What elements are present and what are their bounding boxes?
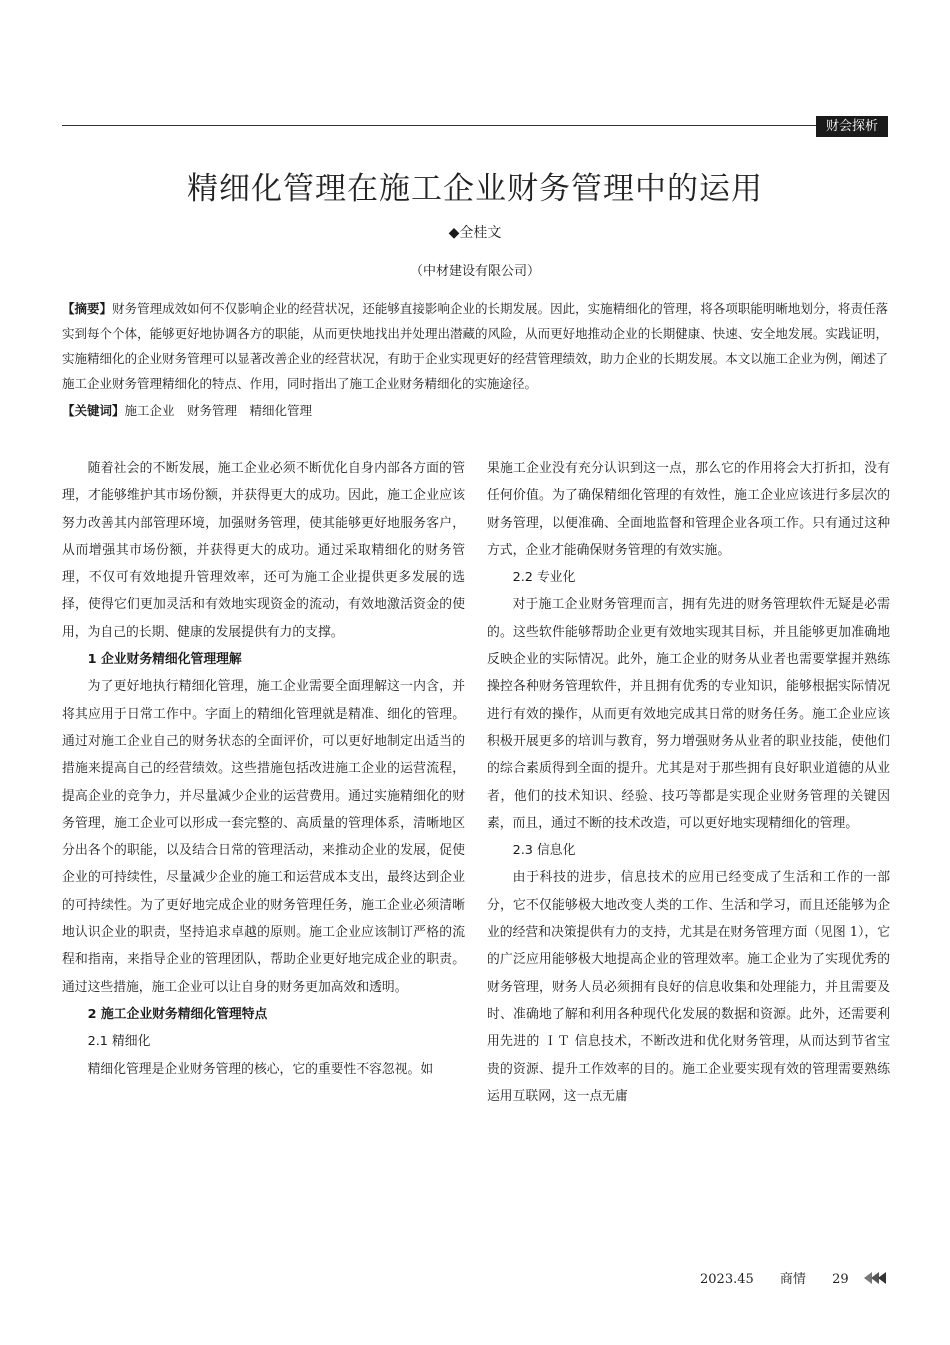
journal-name: 商情 bbox=[779, 1272, 806, 1287]
section-2-3-paragraph: 由于科技的进步，信息技术的应用已经变成了生活和工作的一部分，它不仅能够极大地改变人类的工作、生活和学习，而且还能够为企业的经营和决策提供有力的支持，尤其是在财务管理方面（见图 1），它的广泛应用能够极大地提高企业的管理效率。施工企业为了实现优秀的财务管理，财务人员必须拥有良好的信息收集和处理能力，并且需要及时、准确地了解和利用各种现代化发展的数据和资源。此外，还需要利用先进的 ＩＴ 信息技术，不断改进和优化财务管理，从而达到节省宝贵的资源、提升工作效率的目的。施工企业要实现有效的管理需要熟练运用互联网，这一点无庸 bbox=[487, 870, 890, 1104]
author: ◆全桂文 bbox=[448, 225, 502, 241]
intro-paragraph: 随着社会的不断发展，施工企业必须不断优化自身内部各方面的管理，才能够维护其市场份额，并获得更大的成功。因此，施工企业应该努力改善其内部管理环境，加强财务管理，使其能够更好地服务客户，从而增强其市场份额，并获得更大的成功。通过采取精细化的财务管理，不仅可有效地提升管理效率，还可为施工企业提供更多发展的选择，使得它们更加灵活和有效地实现资金的流动，有效地激活资金的使用，为自己的长期、健康的发展提供有力的支撑。 bbox=[62, 461, 465, 640]
issue-number: 2023.45 bbox=[700, 1272, 754, 1287]
keywords-text: 施工企业 财务管理 精细化管理 bbox=[124, 403, 313, 418]
header-rule bbox=[62, 125, 818, 126]
section-2-3-heading: 2.3 信息化 bbox=[512, 843, 576, 859]
section-2-1-continuation: 果施工企业没有充分认识到这一点，那么它的作用将会大打折扣，没有任何价值。为了确保精细化管理的有效性，施工企业应该进行多层次的财务管理，以便准确、全面地监督和管理企业各项工作。只有通过这种方式，企业才能确保财务管理的有效实施。 bbox=[487, 461, 890, 558]
abstract-text: 财务管理成效如何不仅影响企业的经营状况，还能够直接影响企业的长期发展。因此，实施精细化的管理，将各项职能明晰地划分，将责任落实到每个个体，能够更好地协调各方的职能，从而更快地找出并处理出潜藏的风险，从而更好地推动企业的长期健康、快速、安全地发展。实践证明，实施精细化的企业财务管理可以显著改善企业的经营状况，有助于企业实现更好的经营管理绩效，助力企业的长期发展。本文以施工企业为例，阐述了施工企业财务管理精细化的特点、作用，同时指出了施工企业财务精细化的实施途径。 bbox=[62, 301, 888, 391]
section-2-heading: 2 施工企业财务精细化管理特点 bbox=[87, 1006, 268, 1022]
left-column bbox=[62, 455, 465, 1083]
right-column bbox=[487, 455, 890, 1110]
section-tag: 财会探析 bbox=[816, 116, 888, 137]
page-arrows-icon bbox=[864, 1270, 888, 1289]
section-2-1-paragraph: 精细化管理是企业财务管理的核心，它的重要性不容忽视。如 bbox=[87, 1061, 434, 1077]
section-2-2-paragraph: 对于施工企业财务管理而言，拥有先进的财务管理软件无疑是必需的。这些软件能够帮助企业更有效地实现其目标，并且能够更加准确地反映企业的实际情况。此外，施工企业的财务从业者也需要掌握并熟练操控各种财务管理软件，并且拥有优秀的专业知识，能够根据实际情况进行有效的操作，从而更有效地完成其日常的财务任务。施工企业应该积极开展更多的培训与教育，努力增强财务从业者的职业技能，使他们的综合素质得到全面的提升。尤其是对于那些拥有良好职业道德的从业者，他们的技术知识、经验、技巧等都是实现企业财务管理的关键因素，而且，通过不断的技术改造，可以更好地实现精细化的管理。 bbox=[487, 597, 890, 831]
keywords-label: 【关键词】 bbox=[62, 403, 125, 418]
section-2-2-heading: 2.2 专业化 bbox=[512, 570, 576, 586]
section-1-heading: 1 企业财务精细化管理理解 bbox=[87, 652, 242, 668]
page-footer bbox=[700, 1268, 871, 1287]
abstract bbox=[62, 296, 888, 396]
affiliation: （中材建设有限公司） bbox=[409, 264, 540, 279]
section-1-paragraph: 为了更好地执行精细化管理，施工企业需要全面理解这一内含，并将其应用于日常工作中。字面上的精细化管理就是精准、细化的管理。通过对施工企业自己的财务状态的全面评价，可以更好地制定出适当的措施来提高自己的经营绩效。这些措施包括改进施工企业的运营流程，提高企业的竞争力，并尽量减少企业的运营费用。通过实施精细化的财务管理，施工企业可以形成一套完整的、高质量的管理体系，清晰地区分出各个的职能，以及结合日常的管理活动，来推动企业的发展，促使企业的可持续性，尽量减少企业的施工和运营成本支出，最终达到企业的可持续性。为了更好地完成企业的财务管理任务，施工企业必须清晰地认识企业的职责，坚持追求卓越的原则。施工企业应该制订严格的流程和指南，来指导企业的管理团队，帮助企业更好地完成企业的职责。通过这些措施，施工企业可以让自身的财务更加高效和透明。 bbox=[62, 679, 465, 995]
article-title: 精细化管理在施工企业财务管理中的运用 bbox=[187, 171, 763, 207]
section-2-1-heading: 2.1 精细化 bbox=[87, 1034, 151, 1050]
keywords bbox=[62, 398, 888, 423]
abstract-label: 【摘要】 bbox=[62, 301, 113, 316]
page-number: 29 bbox=[832, 1272, 849, 1287]
